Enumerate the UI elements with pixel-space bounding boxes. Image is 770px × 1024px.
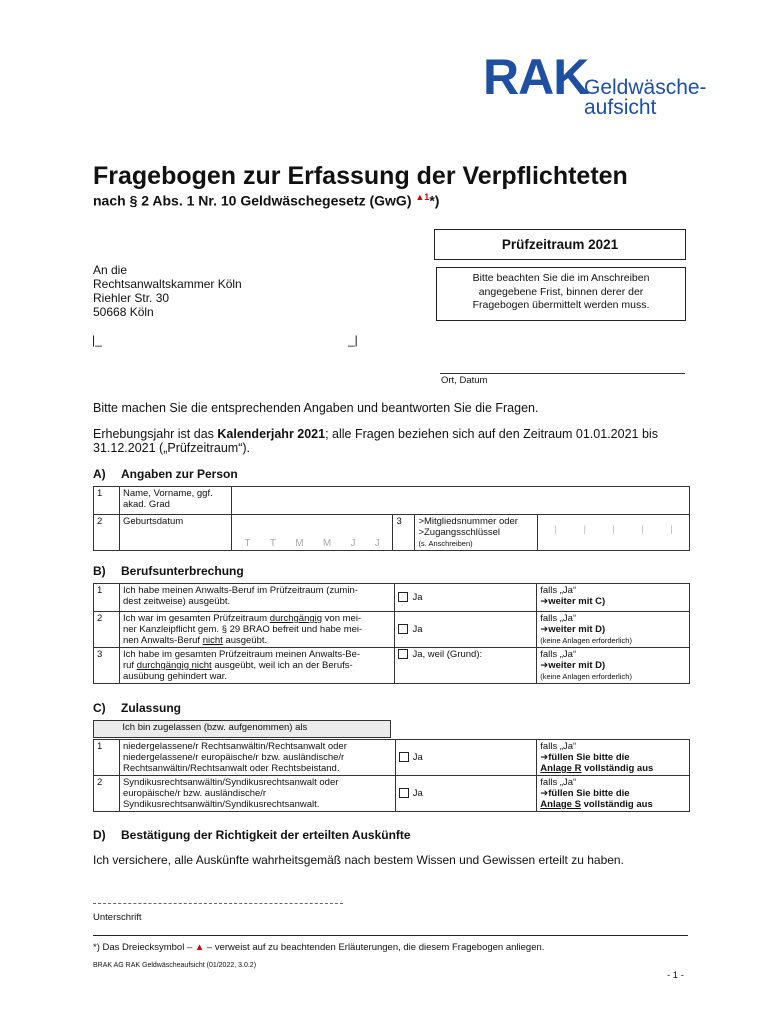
section-title: Bestätigung der Richtigkeit der erteilten Auskünfte	[121, 828, 411, 842]
footnote-post: – verweist auf zu beachtenden Erläuterungen, die diesem Fragebogen anliegen.	[204, 942, 545, 953]
section-letter: B)	[93, 564, 106, 578]
date-placeholder: T	[269, 538, 276, 549]
annex-link[interactable]: Anlage S	[540, 799, 581, 810]
intro-text: Bitte machen Sie die entsprechenden Angaben und beantworten Sie die Fragen.	[93, 401, 539, 415]
question-text	[119, 612, 395, 648]
erhebung-bold: Kalenderjahr 2021	[217, 427, 326, 441]
header-spacer	[94, 721, 120, 738]
version-label: BRAK AG RAK Geldwäscheaufsicht (01/2022, 3.0.2)	[93, 962, 257, 969]
checkbox-label: Ja	[412, 752, 423, 763]
checkbox-label: Ja	[412, 592, 423, 603]
text-part: nen Anwalts-Beruf	[122, 635, 203, 646]
section-letter: D)	[93, 828, 106, 842]
annex-text: vollständig aus	[580, 799, 653, 810]
question-line	[123, 660, 392, 671]
page-title: Fragebogen zur Erfassung der Verpflichteten	[93, 162, 628, 190]
text-part: ausgeübt, weil ich an der Berufs-	[211, 660, 353, 671]
logo-subtitle	[584, 78, 707, 118]
pruefzeitraum-box: Prüfzeitraum 2021	[434, 229, 686, 260]
checkbox[interactable]	[398, 649, 408, 659]
instruction-annex	[540, 799, 686, 810]
signature-line[interactable]	[93, 903, 343, 904]
section-c-header-table	[93, 720, 391, 738]
text-underlined: durchgängig nicht	[136, 660, 212, 671]
answer-cell	[395, 740, 537, 776]
question-line: ausübung gehindert war.	[122, 671, 228, 682]
instruction-cell	[537, 740, 690, 776]
ort-datum-line[interactable]	[440, 373, 685, 374]
date-placeholder: M	[322, 538, 332, 549]
instruction-cell	[537, 584, 690, 612]
address-line: An die	[93, 263, 128, 277]
section-c-header: Ich bin zugelassen (bzw. aufgenommen) als	[119, 721, 390, 738]
member-label-line: >Zugangsschlüssel	[418, 527, 501, 538]
question-text	[119, 648, 395, 684]
row-number: 1	[94, 740, 120, 776]
row-number: 1	[94, 487, 120, 515]
text-underlined: durchgängig	[269, 613, 323, 624]
instruction-next-text: weiter mit C)	[548, 596, 606, 607]
question-line: Rechtsanwältin/Rechtsanwalt oder Rechtsbeistand.	[122, 763, 340, 774]
checkbox[interactable]	[399, 752, 409, 762]
arrow-right-icon: ➔	[540, 788, 549, 799]
answer-cell	[395, 612, 537, 648]
rak-logo: RAK	[483, 49, 589, 105]
instruction-line: falls „Ja“	[540, 649, 577, 660]
member-hint: (s. Anschreiben)	[418, 539, 473, 548]
answer-cell	[395, 648, 537, 684]
answer-cell	[395, 584, 537, 612]
instruction-line: falls „Ja“	[540, 741, 577, 752]
digit-separator: |	[583, 524, 586, 535]
section-title: Berufsunterbrechung	[121, 564, 244, 578]
member-label-line: >Mitgliedsnummer oder	[418, 516, 518, 527]
instruction-annex	[540, 763, 686, 774]
footnote-pre: *) Das Dreiecksymbol –	[93, 942, 195, 953]
date-placeholder: M	[295, 538, 304, 549]
instruction-line: falls „Ja“	[540, 777, 577, 788]
question-text	[119, 776, 395, 812]
question-line: ner Kanzleipflicht gem. § 29 BRAO befreit und habe mei-	[122, 624, 363, 635]
deadline-notice	[436, 267, 686, 321]
question-line: Ich habe im gesamten Prüfzeitraum meinen Anwalts-Be-	[122, 649, 361, 660]
section-d-heading	[93, 828, 411, 842]
confirmation-text: Ich versichere, alle Auskünfte wahrheitsgemäß nach bestem Wissen und Gewissen erteilt zu haben.	[93, 853, 624, 867]
birthdate-label: Geburtsdatum	[119, 515, 231, 551]
question-text	[119, 584, 395, 612]
checkbox[interactable]	[398, 624, 408, 634]
address-line: 50668 Köln	[93, 305, 154, 319]
member-number-label	[415, 515, 538, 551]
date-placeholder: J	[350, 538, 356, 549]
page-subtitle	[93, 192, 439, 209]
address-bracket-right: _|	[348, 333, 358, 347]
erhebung-pre: Erhebungsjahr ist das	[93, 427, 218, 441]
signature-label: Unterschrift	[93, 912, 142, 923]
section-a-table	[93, 486, 690, 551]
section-letter: C)	[93, 701, 106, 715]
text-part: ruf	[122, 660, 137, 671]
instruction-cell	[537, 648, 690, 684]
notice-line: angegebene Frist, binnen derer der	[478, 285, 644, 298]
text-part: von mei-	[322, 613, 362, 624]
date-placeholder: J	[374, 538, 380, 549]
name-label: Name, Vorname, ggf. akad. Grad	[119, 487, 231, 515]
notice-line: Fragebogen übermittelt werden muss.	[472, 299, 650, 311]
section-title: Zulassung	[121, 701, 182, 715]
answer-cell	[395, 776, 537, 812]
arrow-right-icon: ➔	[540, 660, 549, 671]
subtitle-tail: *)	[429, 192, 440, 209]
arrow-right-icon: ➔	[540, 752, 549, 763]
erhebung-post: ; alle Fragen beziehen sich auf den Zeitraum 01.01.2021 bis 31.12.2021 („Prüfzeitraum“).	[93, 427, 658, 455]
checkbox[interactable]	[398, 592, 408, 602]
instruction-line: falls „Ja“	[540, 613, 577, 624]
instruction-next-text: weiter mit D)	[548, 624, 606, 635]
question-line	[123, 635, 392, 646]
instruction-next	[540, 596, 686, 607]
footnote	[93, 942, 544, 953]
digit-separator: |	[612, 524, 615, 535]
date-placeholder: T	[244, 538, 251, 549]
footer-divider	[93, 935, 688, 936]
subtitle-text: nach § 2 Abs. 1 Nr. 10 Geldwäschegesetz (GwG)	[93, 192, 416, 209]
instruction-next	[540, 624, 686, 635]
row-number: 2	[94, 776, 120, 812]
address-line: Rechtsanwaltskammer Köln	[93, 277, 242, 291]
arrow-right-icon: ➔	[540, 596, 549, 607]
explanation-marker-icon[interactable]: ▲1	[415, 192, 430, 202]
row-number: 1	[94, 584, 120, 612]
row-number: 2	[94, 515, 120, 551]
section-letter: A)	[93, 467, 106, 481]
question-line: europäische/r bzw. ausländische/r	[122, 788, 267, 799]
instruction-hint: (keine Anlagen erforderlich)	[540, 672, 632, 681]
question-line: Syndikusrechtsanwältin/Syndikusrechtsanwalt.	[122, 799, 320, 810]
row-number: 3	[393, 515, 415, 551]
member-number-field[interactable]	[538, 515, 690, 551]
instruction-next	[540, 660, 686, 671]
question-line: dest zeitweise) ausgeübt.	[122, 596, 231, 607]
question-line: niedergelassene/r Rechtsanwältin/Rechtsanwalt oder	[122, 741, 347, 752]
address-line: Riehler Str. 30	[93, 291, 170, 305]
recipient-address	[93, 263, 242, 319]
instruction-line: falls „Ja“	[540, 585, 577, 596]
annex-text: vollständig aus	[581, 763, 654, 774]
checkbox-label: Ja, weil (Grund):	[412, 649, 483, 660]
address-bracket-left: |_	[92, 333, 102, 347]
instruction-cell	[537, 776, 690, 812]
triangle-icon: ▲	[194, 942, 205, 953]
checkbox-label: Ja	[412, 624, 423, 635]
digit-separator: |	[641, 524, 644, 535]
birthdate-field[interactable]	[231, 515, 393, 551]
row-number: 2	[94, 612, 120, 648]
question-line	[123, 613, 392, 624]
notice-line: Bitte beachten Sie die im Anschreiben	[472, 272, 650, 284]
section-c-heading	[93, 701, 181, 715]
instruction-next	[540, 752, 686, 763]
checkbox[interactable]	[399, 788, 409, 798]
row-number: 3	[94, 648, 120, 684]
section-b-table	[93, 583, 690, 684]
instruction-next	[540, 788, 686, 799]
digit-separator: |	[554, 524, 558, 535]
section-b-heading	[93, 564, 244, 578]
page-number: - 1 -	[667, 970, 684, 981]
text-underlined: nicht	[202, 635, 223, 646]
instruction-hint: (keine Anlagen erforderlich)	[540, 636, 632, 645]
ort-datum-label: Ort, Datum	[441, 375, 488, 386]
instruction-cell	[537, 612, 690, 648]
name-field[interactable]	[231, 487, 689, 515]
question-line: niedergelassene/r europäische/r bzw. ausländische/r	[122, 752, 345, 763]
question-line: Ich habe meinen Anwalts-Beruf im Prüfzeitraum (zumin-	[122, 585, 358, 596]
logo-line1: Geldwäsche-	[584, 76, 707, 99]
annex-link[interactable]: Anlage R	[540, 763, 582, 774]
section-c-table	[93, 739, 690, 812]
instruction-next-text: füllen Sie bitte die	[548, 788, 630, 799]
digit-separator: |	[670, 524, 673, 535]
section-title: Angaben zur Person	[121, 467, 238, 481]
instruction-next-text: weiter mit D)	[548, 660, 606, 671]
arrow-right-icon: ➔	[540, 624, 549, 635]
logo-line2: aufsicht	[584, 96, 657, 119]
text-part: ausgeübt.	[222, 635, 268, 646]
section-a-heading	[93, 467, 238, 481]
text-part: Ich war im gesamten Prüfzeitraum	[122, 613, 270, 624]
checkbox-label: Ja	[412, 788, 423, 799]
question-text	[119, 740, 395, 776]
instruction-next-text: füllen Sie bitte die	[548, 752, 630, 763]
erhebungsjahr-text	[93, 427, 688, 455]
question-line: Syndikusrechtsanwältin/Syndikusrechtsanwalt oder	[122, 777, 339, 788]
